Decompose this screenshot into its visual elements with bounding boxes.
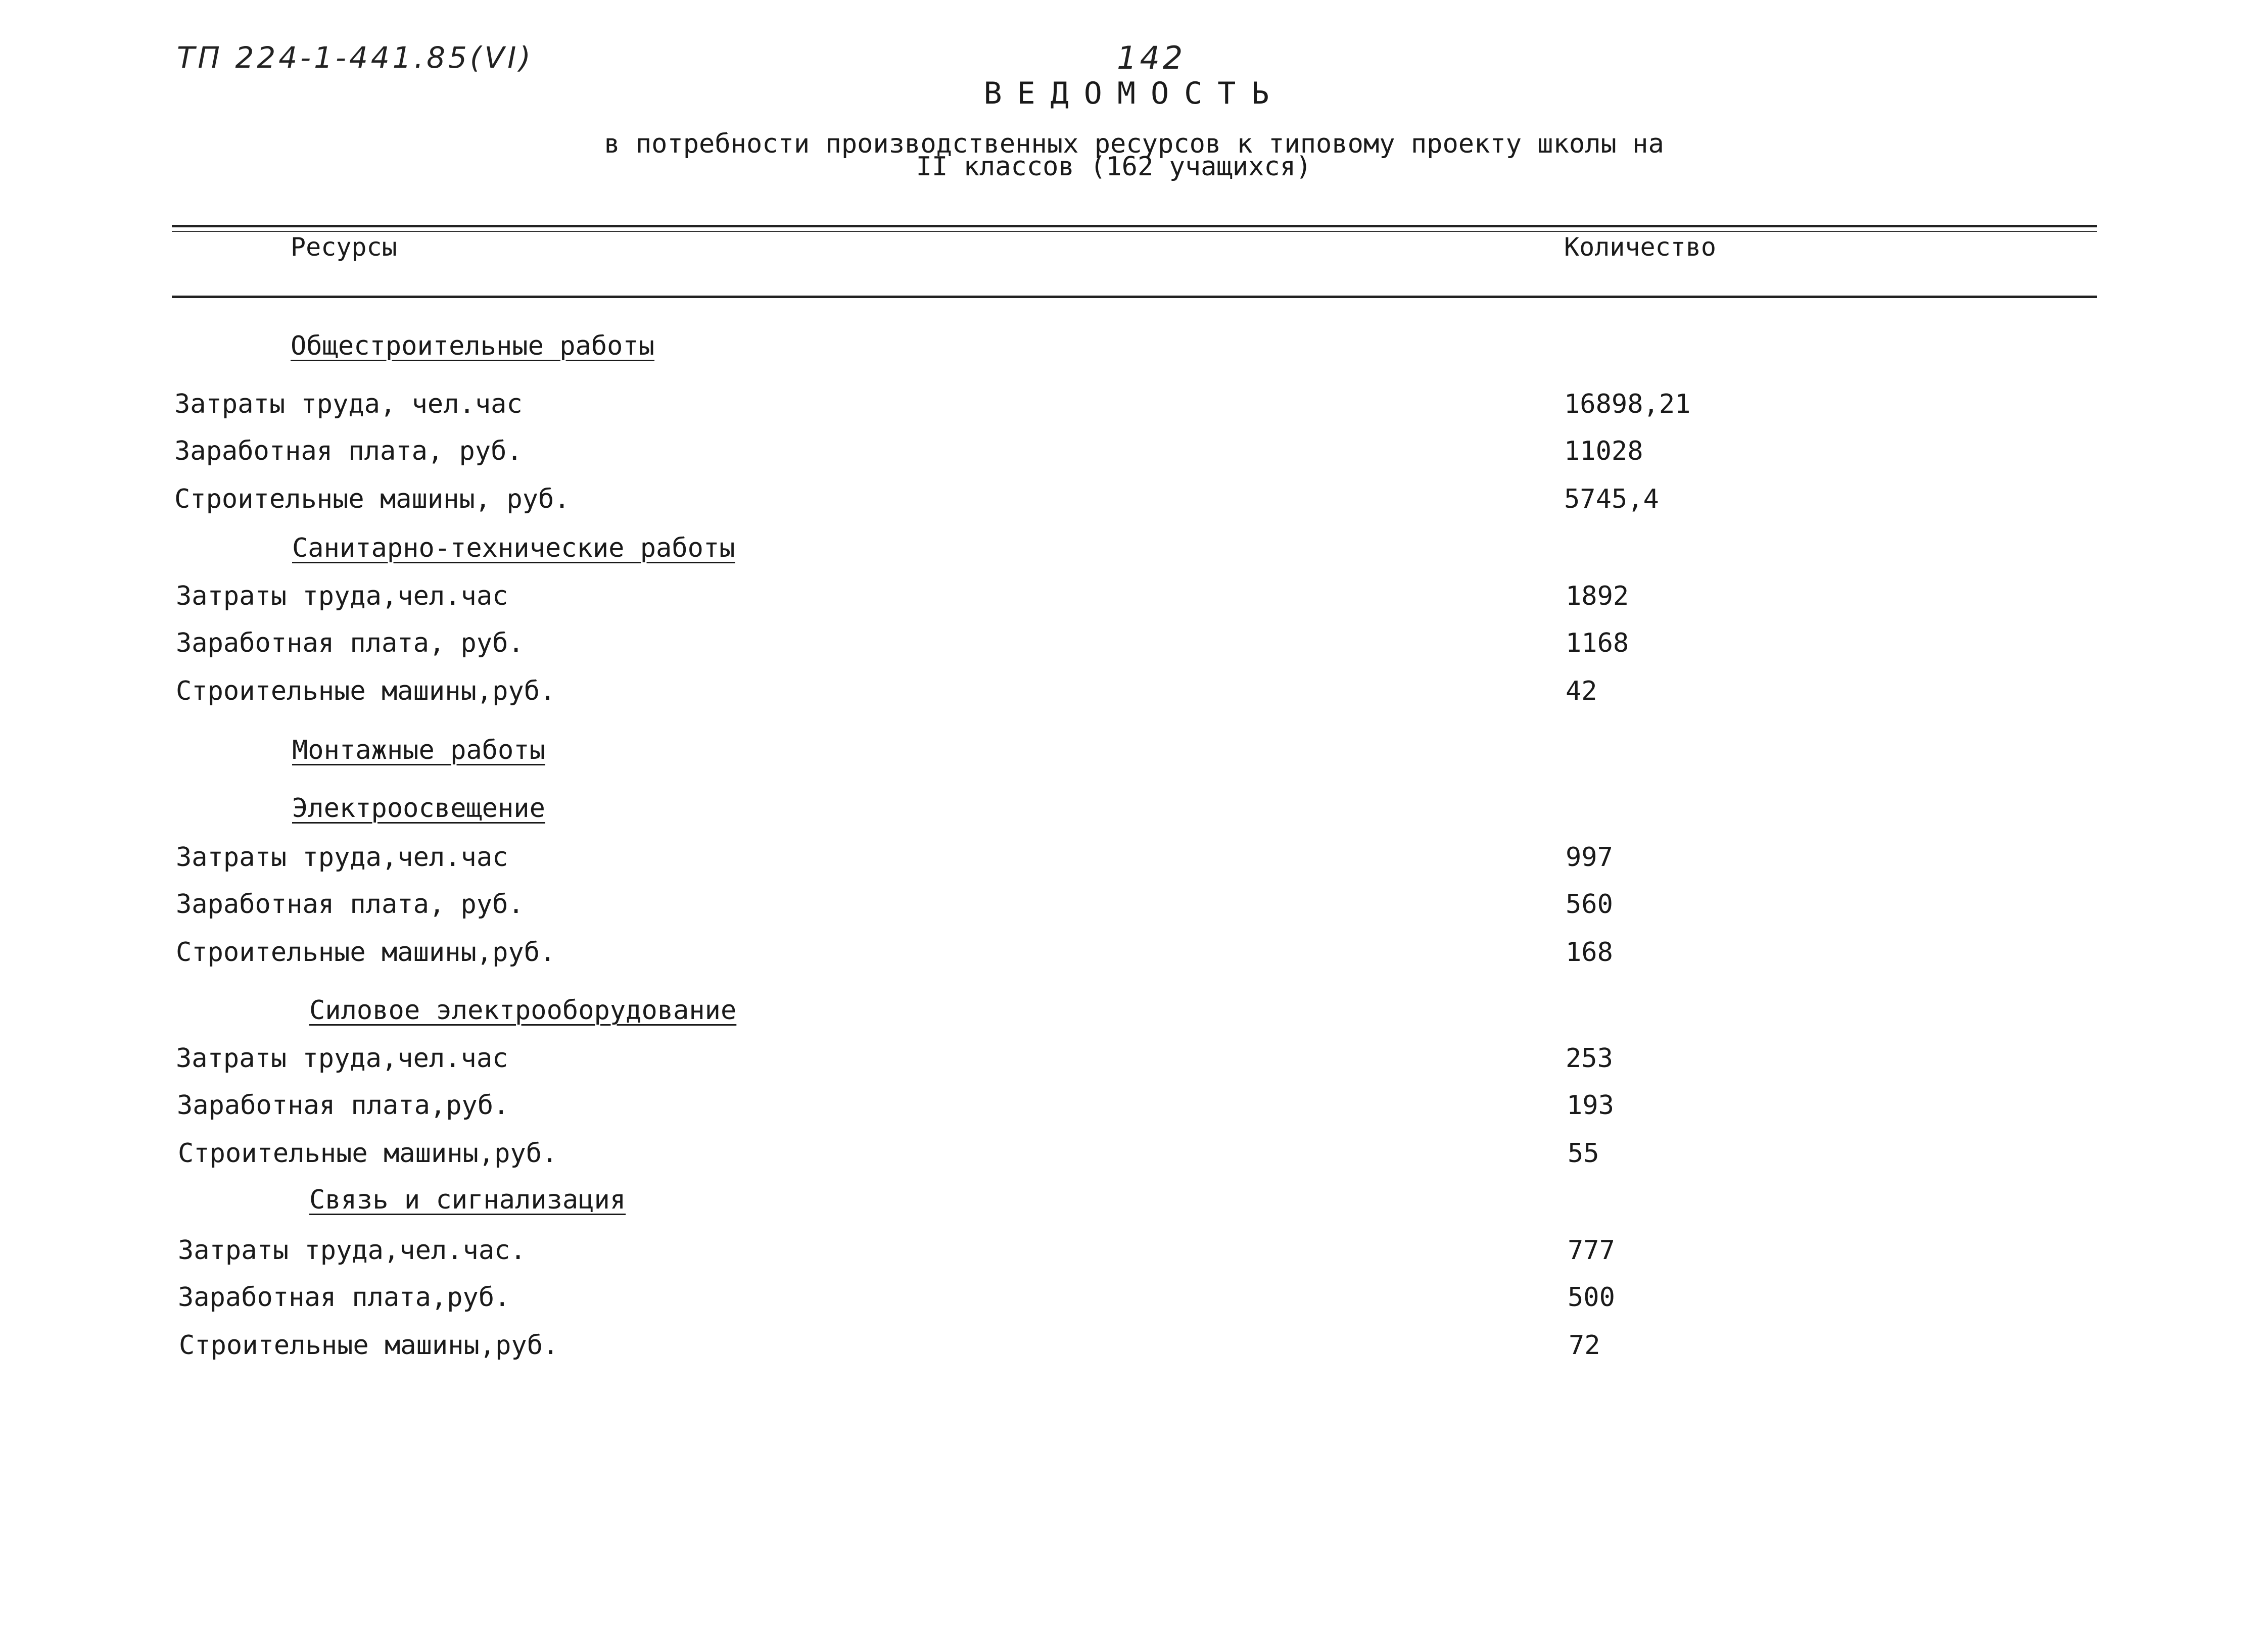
row-label: Затраты труда, чел.час <box>174 389 523 419</box>
row-label: Затраты труда,чел.час <box>176 842 508 873</box>
table-header-rule <box>172 296 2097 298</box>
row-label: Строительные машины,руб. <box>179 1330 559 1361</box>
section-title-sanitary: Санитарно-технические работы <box>292 533 735 563</box>
row-label: Строительные машины,руб. <box>176 937 556 968</box>
row-label: Строительные машины, руб. <box>174 484 570 514</box>
row-label: Затраты труда,чел.час <box>176 1043 508 1074</box>
table-top-rule <box>172 225 2097 227</box>
page-number: 142 <box>1117 39 1186 76</box>
page-subtitle-line-1: в потребности производственных ресурсов к типовому проекту школы на <box>604 129 1664 159</box>
document-code: ТП 224-1-441.85(VI) <box>177 40 534 75</box>
row-label: Заработная плата, руб. <box>176 889 524 920</box>
row-value: 997 <box>1566 842 1613 873</box>
row-value: 72 <box>1569 1330 1600 1361</box>
row-value: 500 <box>1568 1282 1615 1313</box>
row-label: Заработная плата,руб. <box>178 1282 510 1313</box>
page-subtitle-line-2: II классов (162 учащихся) <box>916 152 1312 182</box>
section-title-electric-lighting: Электроосвещение <box>292 793 545 824</box>
row-label: Заработная плата, руб. <box>174 436 523 466</box>
column-header-resources: Ресурсы <box>291 232 397 262</box>
row-value: 1892 <box>1566 581 1629 611</box>
row-value: 55 <box>1568 1138 1599 1169</box>
section-title-general-construction: Общестроительные работы <box>291 331 655 361</box>
row-value: 42 <box>1566 676 1597 706</box>
row-value: 193 <box>1567 1090 1614 1121</box>
row-value: 5745,4 <box>1564 484 1659 514</box>
row-label: Заработная плата,руб. <box>177 1090 509 1121</box>
row-label: Затраты труда,чел.час. <box>178 1235 526 1266</box>
section-title-installation: Монтажные работы <box>292 735 545 765</box>
row-label: Строительные машины,руб. <box>176 676 556 706</box>
row-value: 1168 <box>1566 628 1629 658</box>
row-value: 16898,21 <box>1564 389 1691 419</box>
table-top-rule-inner <box>172 231 2097 232</box>
row-value: 777 <box>1568 1235 1615 1266</box>
row-value: 560 <box>1566 889 1613 920</box>
row-value: 253 <box>1566 1043 1613 1074</box>
page-title: ВЕДОМОСТЬ <box>983 76 1285 111</box>
row-label: Строительные машины,руб. <box>178 1138 558 1169</box>
column-header-quantity: Количество <box>1564 232 1717 262</box>
row-value: 11028 <box>1564 436 1643 466</box>
row-label: Заработная плата, руб. <box>176 628 524 658</box>
section-title-power-equipment: Силовое электрооборудование <box>309 995 737 1026</box>
row-value: 168 <box>1566 937 1613 968</box>
row-label: Затраты труда,чел.час <box>176 581 508 611</box>
section-title-communications: Связь и сигнализация <box>309 1185 626 1215</box>
